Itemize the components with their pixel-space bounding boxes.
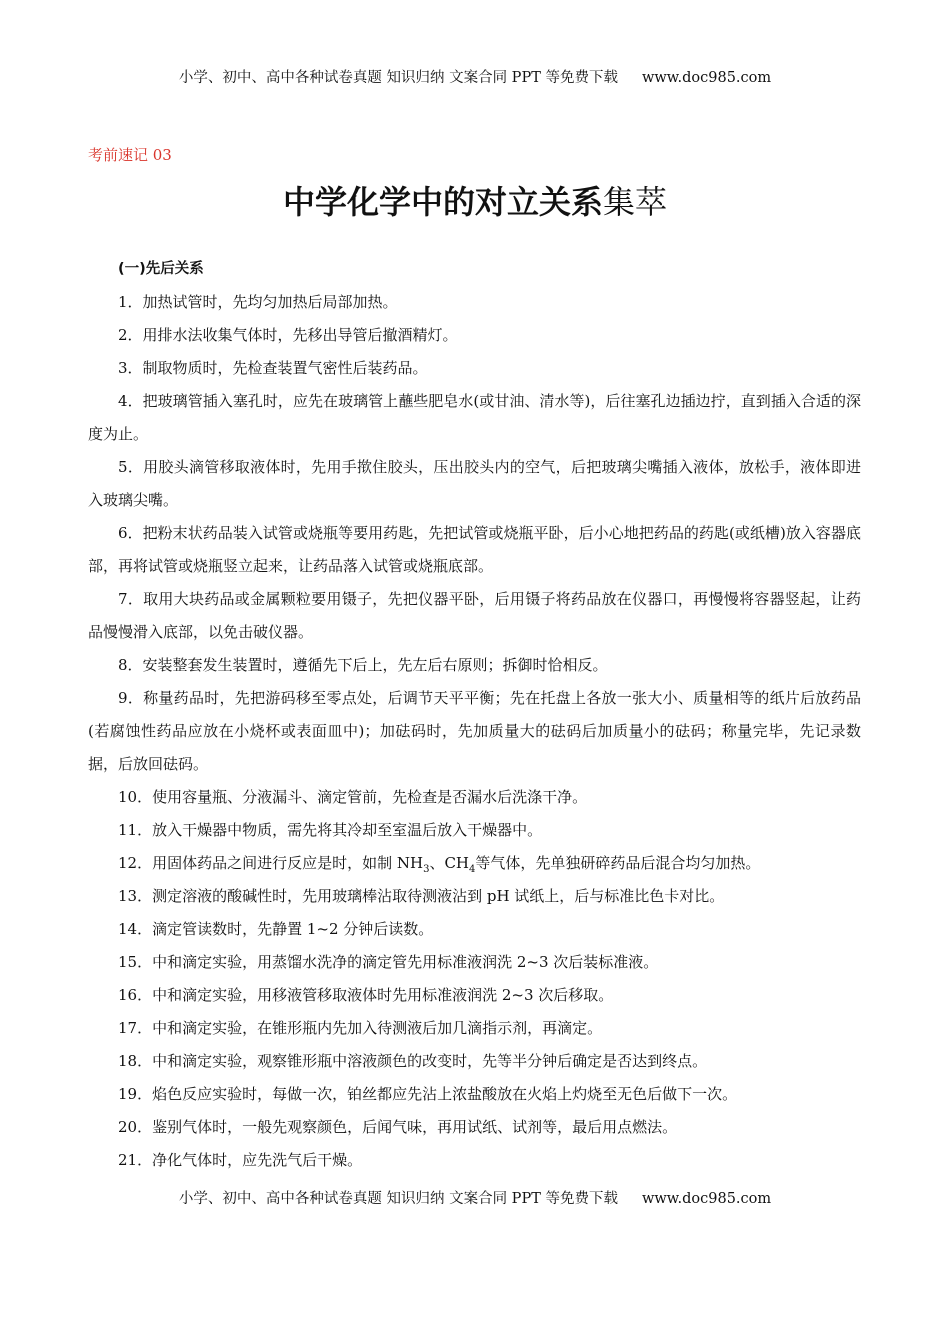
list-item: 13．测定溶液的酸碱性时，先用玻璃棒沾取待测液沾到 pH 试纸上，后与标准比色卡对比。: [118, 887, 725, 905]
subscript: 4: [469, 864, 476, 875]
list-item: 3．制取物质时，先检查装置气密性后装药品。: [118, 359, 428, 377]
list-item: 19．焰色反应实验时，每做一次，铂丝都应先沾上浓盐酸放在火焰上灼烧至无色后做下一次。: [118, 1085, 738, 1103]
item-text: 、CH: [429, 854, 470, 872]
list-item: 21．净化气体时，应先洗气后干燥。: [118, 1151, 363, 1169]
header-site-link[interactable]: www.doc985.com: [641, 70, 772, 86]
title-suffix: 集萃: [603, 183, 668, 221]
document-body: [88, 253, 861, 1177]
list-item: 15．中和滴定实验，用蒸馏水洗净的滴定管先用标准液润洗 2~3 次后装标准液。: [118, 953, 659, 971]
list-item: 18．中和滴定实验，观察锥形瓶中溶液颜色的改变时，先等半分钟后确定是否达到终点。: [118, 1052, 708, 1070]
page-footer: [0, 1189, 950, 1209]
footer-site-link[interactable]: www.doc985.com: [641, 1191, 772, 1207]
subscript: 3: [423, 864, 430, 875]
header-text: 小学、初中、高中各种试卷真题 知识归纳 文案合同 PPT 等免费下载: [178, 70, 618, 86]
section-tag: 考前速记 03: [88, 146, 172, 164]
item-text: 等气体，先单独研碎药品后混合均匀加热。: [475, 854, 761, 872]
list-item: 8．安装整套发生装置时，遵循先下后上，先左后右原则；拆御时恰相反。: [118, 656, 608, 674]
list-item: 9．称量药品时，先把游码移至零点处，后调节天平平衡；先在托盘上各放一张大小、质量相等的纸片后放药品(若腐蚀性药品应放在小烧杯或表面皿中)；加砝码时，先加质量大的砝码后加质量小的砝码；称量完毕，先记录数据，后放回砝码。: [88, 689, 861, 773]
list-item: [88, 847, 861, 880]
list-item: 14．滴定管读数时，先静置 1~2 分钟后读数。: [118, 920, 434, 938]
footer-text: 小学、初中、高中各种试卷真题 知识归纳 文案合同 PPT 等免费下载: [178, 1191, 618, 1207]
list-item: 1．加热试管时，先均匀加热后局部加热。: [118, 293, 398, 311]
list-item: 16．中和滴定实验，用移液管移取液体时先用标准液润洗 2~3 次后移取。: [118, 986, 614, 1004]
list-item: 5．用胶头滴管移取液体时，先用手揿住胶头，压出胶头内的空气，后把玻璃尖嘴插入液体，放松手，液体即进入玻璃尖嘴。: [88, 458, 861, 509]
list-item: 6．把粉末状药品装入试管或烧瓶等要用药匙，先把试管或烧瓶平卧，后小心地把药品的药匙(或纸槽)放入容器底部，再将试管或烧瓶竖立起来，让药品落入试管或烧瓶底部。: [88, 524, 861, 575]
page-title: [0, 180, 950, 224]
list-item: 10．使用容量瓶、分液漏斗、滴定管前，先检查是否漏水后洗涤干净。: [118, 788, 588, 806]
title-main: 中学化学中的对立关系: [282, 183, 603, 221]
list-item: 20．鉴别气体时，一般先观察颜色，后闻气味，再用试纸、试剂等，最后用点燃法。: [118, 1118, 678, 1136]
section-heading: (一)先后关系: [118, 261, 204, 277]
list-item: 4．把玻璃管插入塞孔时，应先在玻璃管上蘸些肥皂水(或甘油、清水等)，后往塞孔边插边拧，直到插入合适的深度为止。: [88, 392, 861, 443]
list-item: 2．用排水法收集气体时，先移出导管后撤酒精灯。: [118, 326, 458, 344]
list-item: 11．放入干燥器中物质，需先将其冷却至室温后放入干燥器中。: [118, 821, 543, 839]
list-item: 17．中和滴定实验，在锥形瓶内先加入待测液后加几滴指示剂，再滴定。: [118, 1019, 603, 1037]
item-text: 12．用固体药品之间进行反应是时，如制 NH: [118, 854, 424, 872]
list-item: 7．取用大块药品或金属颗粒要用镊子，先把仪器平卧，后用镊子将药品放在仪器口，再慢慢将容器竖起，让药品慢慢滑入底部，以免击破仪器。: [88, 590, 861, 641]
page-header: [0, 68, 950, 88]
